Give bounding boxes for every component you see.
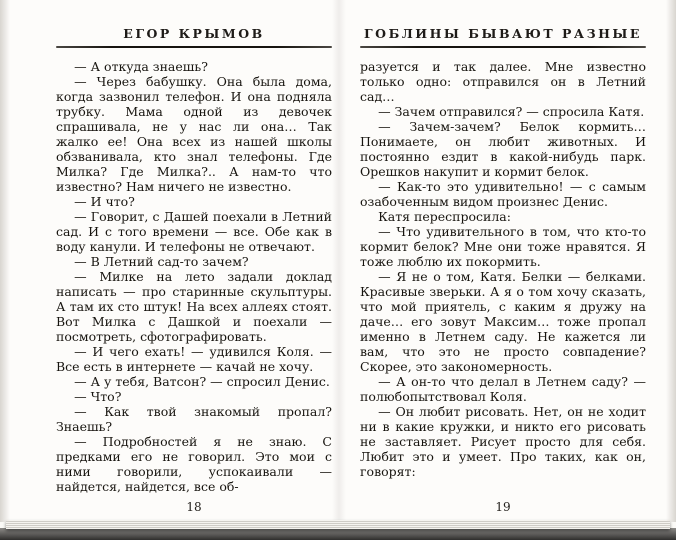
page-gutter-shadow <box>332 0 346 520</box>
paragraph: — Говорит, с Дашей поехали в Летний сад. И с того времени — все. Обе как в воду канули. И телефоны не отвечают. <box>56 209 332 254</box>
paragraph: — И что? <box>74 194 135 209</box>
table-surface <box>0 528 676 540</box>
left-page <box>0 0 338 520</box>
paragraph: — В Летний сад-то зачем? <box>74 254 249 269</box>
paragraph: — А у тебя, Ватсон? — спросил Денис. <box>74 374 330 389</box>
right-page-text <box>360 59 646 511</box>
right-page-edge <box>666 0 676 522</box>
paragraph: — Подробностей я не знаю. С предками его не говорил. Это мои с ними говорили, успокаивали — найдется, найдется, все об- <box>56 434 332 494</box>
paragraph: — А он-то что делал в Летнем саду? — полюбопытствовал Коля. <box>360 374 646 404</box>
paragraph: — Что? <box>74 389 122 404</box>
left-page-number: 18 <box>186 500 202 514</box>
paragraph: — Зачем-зачем? Белок кормить… Понимаете, он любит животных. И постоянно ездит в какой-нибудь парк. Орешков накупит и кормит белок. <box>360 119 646 179</box>
paragraph: — Милке на лето задали доклад написать — про старинные скульптуры. А там их сто штук! На всех аллеях стоят. Вот Милка с Дашкой и поехали — посмотреть, сфотографировать. <box>56 269 332 344</box>
paragraph: — А откуда знаешь? <box>74 59 208 74</box>
paragraph: — Я не о том, Катя. Белки — белками. Красивые зверьки. А я о том хочу сказать, что мой приятель, с каким я дружу на даче… его зовут Максим… тоже пропал именно в Летнем саду. Не кажется ли вам, что это не просто совпадение? Скорее, это закономерность. <box>360 269 646 374</box>
paragraph: — Как твой знакомый пропал? Знаешь? <box>56 404 332 434</box>
right-page <box>338 0 676 520</box>
left-header-rule <box>56 46 332 48</box>
left-running-header: ЕГОР КРЫМОВ <box>123 26 265 41</box>
right-page-number: 19 <box>495 500 511 514</box>
paragraph: разуется и так далее. Мне известно только одно: отправился он в Летний сад… <box>360 59 646 104</box>
right-header-rule <box>360 46 646 48</box>
paragraph: — Зачем отправился? — спросила Катя. <box>378 104 645 119</box>
paragraph: — И чего ехать! — удивился Коля. — Все есть в интернете — качай не хочу. <box>56 344 332 374</box>
paragraph: — Как-то это удивительно! — с самым озабоченным видом произнес Денис. <box>360 179 646 209</box>
paragraph: — Он любит рисовать. Нет, он не ходит ни в какие кружки, и никто его рисовать не заставляет. Рисует просто для себя. Любит это и умеет. Про таких, как он, говорят: <box>360 404 646 479</box>
left-page-edge <box>0 0 10 522</box>
paragraph: — Что удивительного в том, что кто-то кормит белок? Мне они тоже нравятся. Я тоже люблю их покормить. <box>360 224 646 269</box>
right-running-header: ГОБЛИНЫ БЫВАЮТ РАЗНЫЕ <box>364 26 642 41</box>
page-stack-edge <box>6 520 670 529</box>
left-page-text <box>56 59 332 511</box>
paragraph: — Через бабушку. Она была дома, когда зазвонил телефон. И она подняла трубку. Мама одной из девочек спрашивала, не у нас ли она… Так жалко ее! Она всех из нашей школы обзванивала, кто знал телефоны. Где Милка? Где Милка?.. А нам-то что известно? Нам ничего не известно. <box>56 74 332 194</box>
paragraph: Катя переспросила: <box>378 209 511 224</box>
